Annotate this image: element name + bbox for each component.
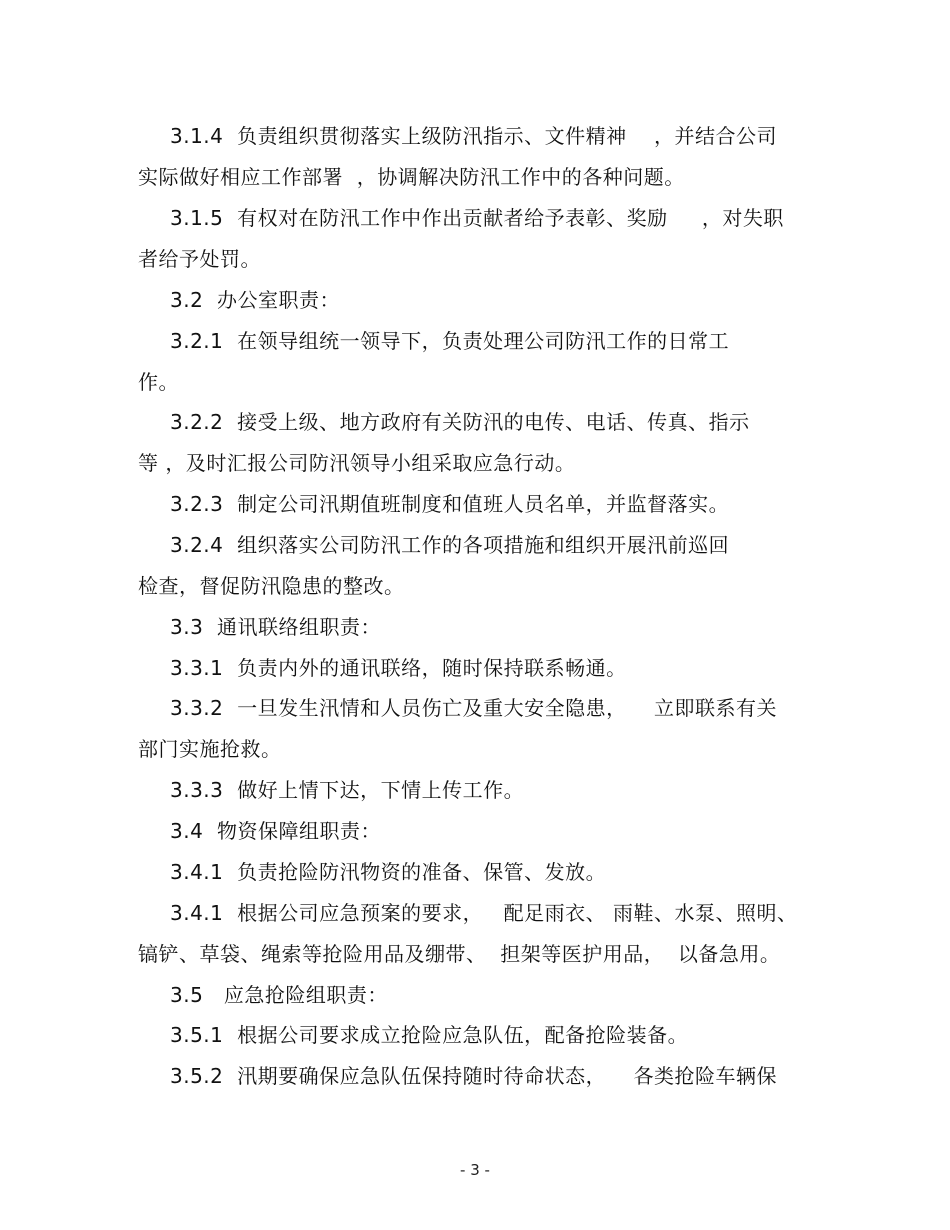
text-line: 等 ，及时汇报公司防汛领导小组采取应急行动。 (138, 451, 576, 475)
text-line: 3.2.3 制定公司汛期值班制度和值班人员名单，并监督落实。 (170, 492, 730, 516)
section-heading: 3.4 物资保障组职责： (170, 819, 382, 843)
text-line: 3.4.1 负责抢险防汛物资的准备、保管、发放。 (170, 860, 607, 884)
page-number: - 3 - (460, 1161, 490, 1179)
text-line: 3.3.1 负责内外的通讯联络，随时保持联系畅通。 (170, 656, 627, 680)
text-line: 3.5.1 根据公司要求成立抢险应急队伍，配备抢险装备。 (170, 1023, 689, 1047)
text-line: 3.1.4 负责组织贯彻落实上级防汛指示、文件精神 ，并结合公司 (170, 124, 778, 148)
text-line: 作。 (138, 370, 179, 394)
text-line: 3.2.4 组织落实公司防汛工作的各项措施和组织开展汛前巡回 (170, 533, 730, 557)
section-heading: 3.2 办公室职责： (170, 288, 341, 312)
text-line: 3.1.5 有权对在防汛工作中作出贡献者给予表彰、奖励 ，对失职 (170, 206, 784, 230)
section-heading: 3.3 通讯联络组职责： (170, 615, 382, 639)
text-line: 3.5.2 汛期要确保应急队伍保持随时待命状态， 各类抢险车辆保 (170, 1064, 778, 1088)
text-line: 检查，督促防汛隐患的整改。 (138, 574, 405, 598)
text-line: 3.3.2 一旦发生汛情和人员伤亡及重大安全隐患， 立即联系有关 (170, 696, 778, 720)
text-line: 3.2.2 接受上级、地方政府有关防汛的电传、电话、传真、指示 (170, 410, 750, 434)
text-line: 实际做好相应工作部署 ，协调解决防汛工作中的各种问题。 (138, 165, 685, 189)
text-line: 者给予处罚。 (138, 247, 261, 271)
text-line: 3.2.1 在领导组统一领导下，负责处理公司防汛工作的日常工 (170, 329, 730, 353)
section-heading: 3.5 应急抢险组职责： (170, 983, 388, 1007)
text-line: 3.3.3 做好上情下达，下情上传工作。 (170, 778, 525, 802)
text-line: 镐铲、草袋、绳索等抢险用品及绷带、 担架等医护用品， 以备急用。 (138, 942, 781, 966)
text-line: 3.4.1 根据公司应急预案的要求， 配足雨衣、 雨鞋、水泵、照明、 (170, 901, 798, 925)
text-line: 部门实施抢救。 (138, 737, 282, 761)
